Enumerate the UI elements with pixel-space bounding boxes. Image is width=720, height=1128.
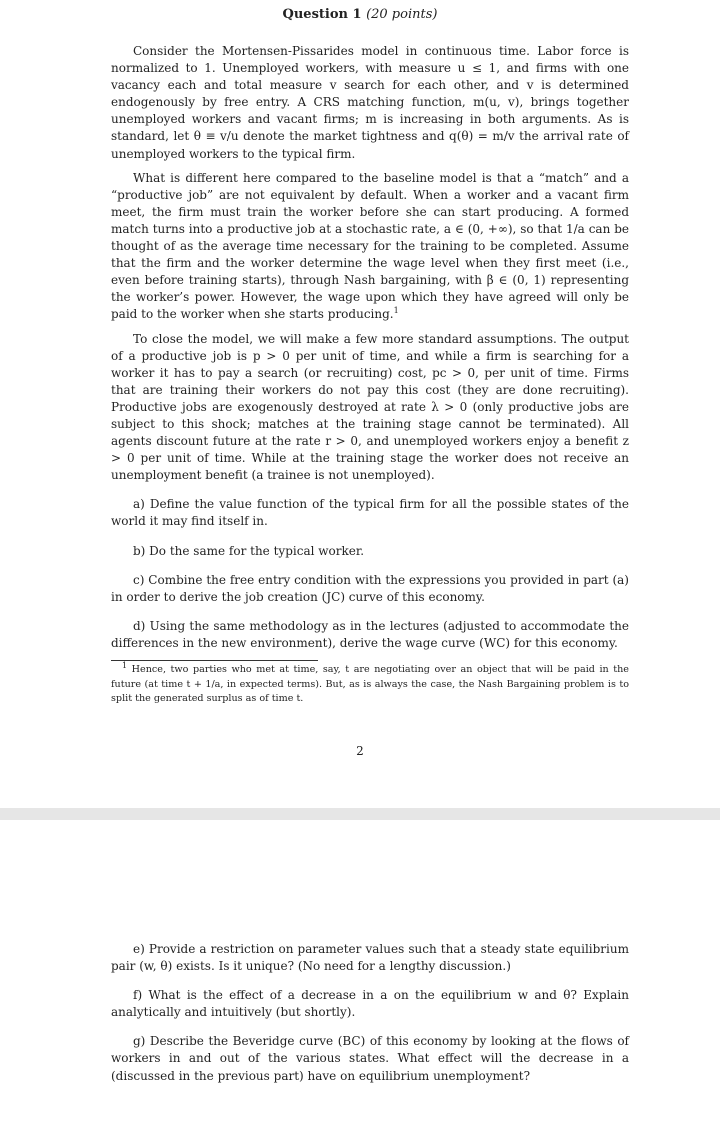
paragraph-training	[111, 170, 629, 324]
question-title	[0, 7, 720, 22]
paragraph-model-setup: Consider the Mortensen-Pissarides model in continuous time. Labor force is normalized to 1. Unemployed workers, with measure u ≤ 1, and firms with one vacancy each and total measure v search for each other, and v is determined endogenously by free entry. A CRS matching function, m(u, v), brings together unemployed workers and vacant firms; m is increasing in both arguments. As is standard, let θ ≡ v/u denote the market tightness and q(θ) = m/v the arrival rate of unemployed workers to the typical firm.	[111, 44, 629, 161]
part-f: f) What is the effect of a decrease in a on the equilibrium w and θ? Explain analytically and intuitively (but shortly).	[111, 988, 629, 1020]
page-separator	[0, 808, 720, 820]
footnote	[111, 660, 629, 707]
page-number: 2	[356, 744, 364, 758]
footnote-number: 1	[122, 660, 128, 670]
footnote-divider	[111, 660, 318, 661]
part-b: b) Do the same for the typical worker.	[133, 543, 365, 558]
part-e: e) Provide a restriction on parameter values such that a steady state equilibrium pair (w, θ) exists. Is it unique? (No need for a lengthy discussion.)	[111, 942, 629, 974]
part-c: c) Combine the free entry condition with the expressions you provided in part (a) in order to derive the job creation (JC) curve of this economy.	[111, 572, 629, 604]
paragraph-assumptions: To close the model, we will make a few more standard assumptions. The output of a productive job is p > 0 per unit of time, and while a firm is searching for a worker it has to pay a search (or recruiting) cost, pc > 0, per unit of time. Firms that are training their workers do not pay this cost (they are done recruiting). Productive jobs are exogenously destroyed at rate λ > 0 (only productive jobs are subject to this shock; matches at the training stage cannot be terminated). All agents discount future at the rate r > 0, and unemployed workers enjoy a benefit z > 0 per unit of time. While at the training stage the worker does not receive an unemployment benefit (a trainee is not unemployed).	[111, 331, 629, 483]
question-body-continued	[111, 941, 629, 1097]
part-a: a) Define the value function of the typical firm for all the possible states of the world it may find itself in.	[111, 497, 629, 529]
paragraph-training-text: What is different here compared to the baseline model is that a “match” and a “productive job” are not equivalent by default. When a worker and a vacant firm meet, the firm must train the worker before she can start producing. A formed match turns into a productive job at a stochastic rate, a ∈ (0, +∞), so that 1/a can be thought of as the average time necessary for the training to be completed. Assume that the firm and the worker determine the wage level when they first meet (i.e., even before training starts), through Nash bargaining, with β ∈ (0, 1) representing the worker’s power. However, the wage upon which they have agreed will only be paid to the worker when she starts producing.	[111, 170, 629, 322]
page-two	[0, 820, 720, 1128]
question-label: Question 1	[282, 7, 362, 22]
footnote-text: Hence, two parties who met at time, say, t are negotiating over an object that will be paid in the future (at time t + 1/a, in expected terms). But, as is always the case, the Nash Bargaining problem is to split the generated surplus as of time t.	[111, 664, 629, 705]
footnote-marker: 1	[393, 306, 399, 316]
part-d: d) Using the same methodology as in the lectures (adjusted to accommodate the differences in the new environment), derive the wage curve (WC) for this economy.	[111, 618, 629, 650]
part-g: g) Describe the Beveridge curve (BC) of this economy by looking at the flows of workers in and out of the various states. What effect will the decrease in a (discussed in the previous part) have on equilibrium unemployment?	[111, 1034, 629, 1083]
question-body	[111, 43, 629, 664]
question-points: (20 points)	[366, 7, 438, 22]
